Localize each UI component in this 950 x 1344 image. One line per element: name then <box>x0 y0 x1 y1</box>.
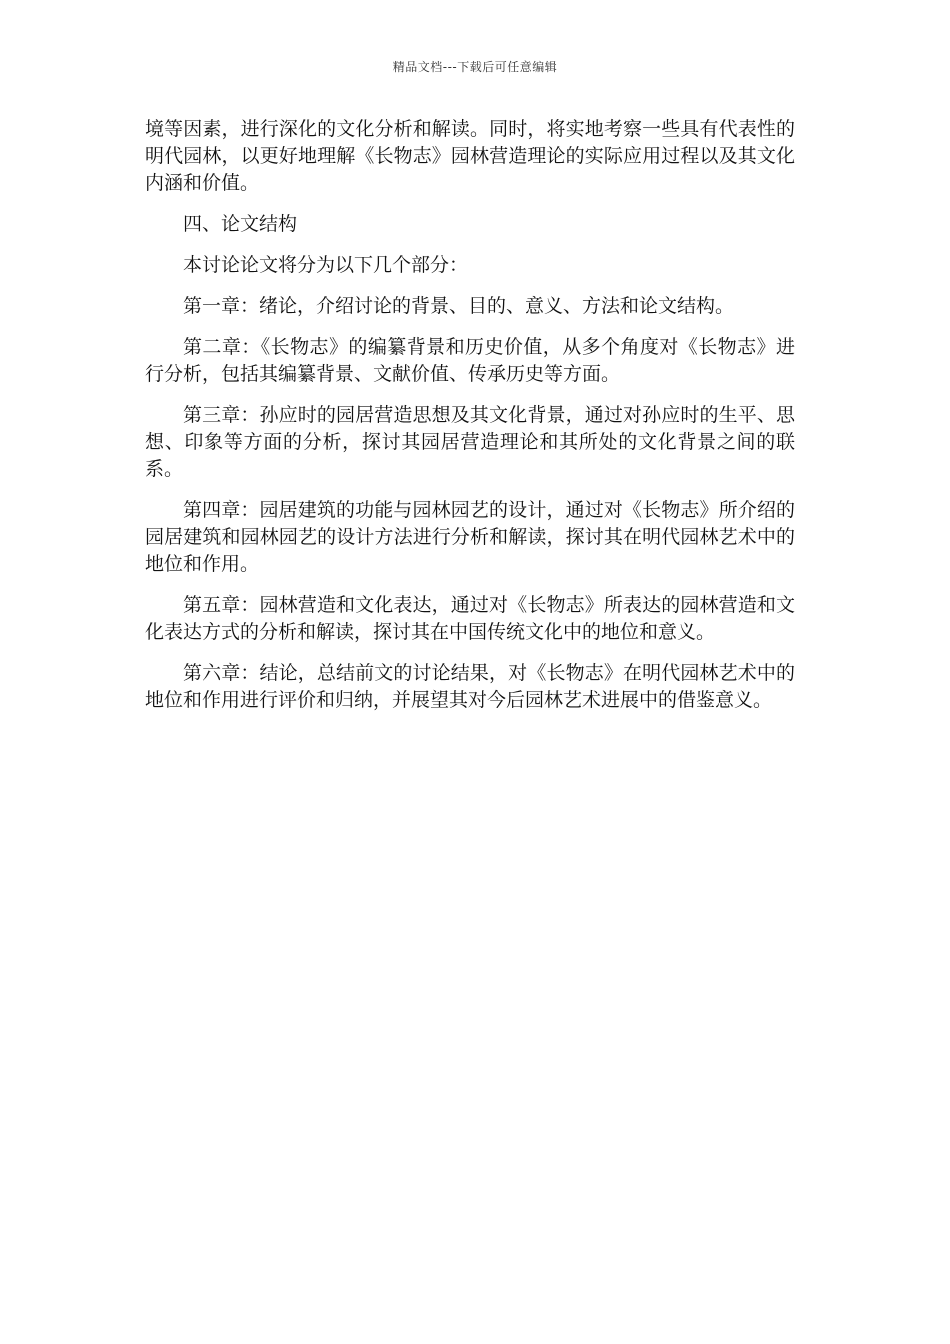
paragraph-continuation: 境等因素，进行深化的文化分析和解读。同时，将实地考察一些具有代表性的明代园林，以更好地理解《长物志》园林营造理论的实际应用过程以及其文化内涵和价值。 <box>145 118 795 194</box>
page-header: 精品文档---下载后可任意编辑 <box>392 60 558 74</box>
document-body <box>145 116 795 728</box>
section-heading-thesis-structure: 四、论文结构 <box>183 213 298 235</box>
paragraph-chapter-4: 第四章：园居建筑的功能与园林园艺的设计，通过对《长物志》所介绍的园居建筑和园林园艺的设计方法进行分析和解读，探讨其在明代园林艺术中的地位和作用。 <box>145 499 795 575</box>
paragraph-chapter-2: 第二章：《长物志》的编纂背景和历史价值，从多个角度对《长物志》进行分析，包括其编纂背景、文献价值、传承历史等方面。 <box>145 336 795 385</box>
paragraph-chapter-5: 第五章：园林营造和文化表达，通过对《长物志》所表达的园林营造和文化表达方式的分析和解读，探讨其在中国传统文化中的地位和意义。 <box>145 594 795 643</box>
paragraph-chapter-1: 第一章：绪论，介绍讨论的背景、目的、意义、方法和论文结构。 <box>183 295 735 317</box>
paragraph-chapter-3: 第三章：孙应时的园居营造思想及其文化背景，通过对孙应时的生平、思想、印象等方面的分析，探讨其园居营造理论和其所处的文化背景之间的联系。 <box>145 404 795 480</box>
paragraph-chapter-6: 第六章：结论，总结前文的讨论结果，对《长物志》在明代园林艺术中的地位和作用进行评价和归纳，并展望其对今后园林艺术进展中的借鉴意义。 <box>145 662 795 711</box>
paragraph-intro: 本讨论论文将分为以下几个部分： <box>183 254 469 276</box>
